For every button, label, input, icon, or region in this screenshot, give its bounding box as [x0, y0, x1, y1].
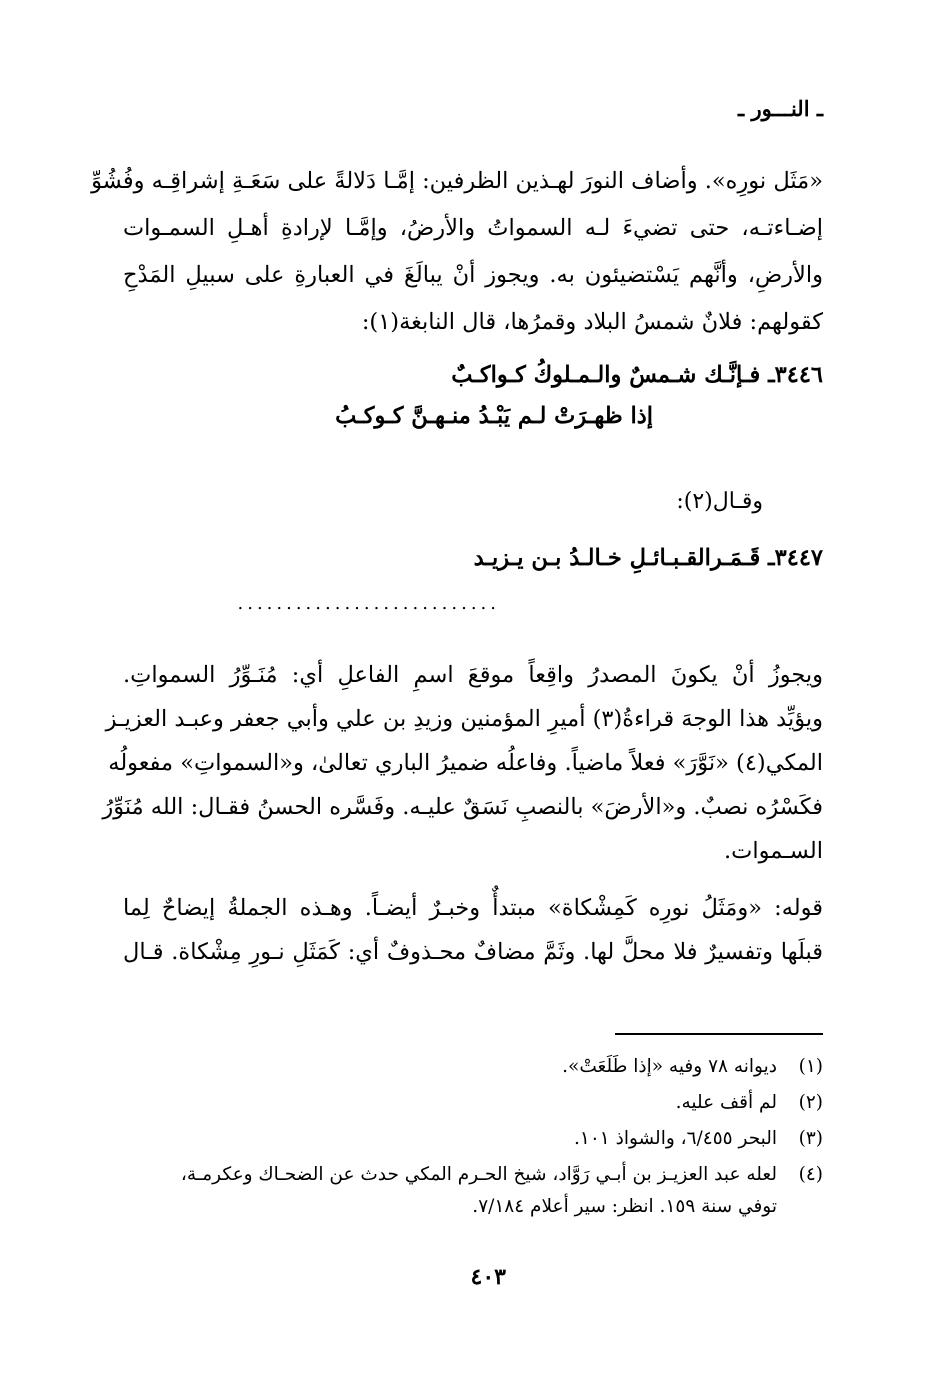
- footnote-3: [123, 1124, 823, 1154]
- paragraph-2: [102, 662, 823, 884]
- text-line: إضـاءتـه، حتى تضيءَ لـه السمواتُ والأرضُ، وإمَّـا لإرادةِ أهـلِ السمـوات: [123, 215, 823, 241]
- footnote-2: [123, 1088, 823, 1118]
- text-line: والأرضِ، وأنَّهم يَسْتضيئون به. ويجوز أنْ يبالَغَ في العبارةِ على سبيلِ المَدْحِ: [123, 262, 823, 288]
- text-line: قبلَها وتفسيرٌ فلا محلَّ لها. وثَمَّ مضافٌ محـذوفٌ أي: كَمَثَلِ نـورِ مِشْكاة. قـال: [123, 939, 823, 965]
- footnote-4-continuation: توفي سنة ١٥٩. انظر: سير أعلام ٧/١٨٤.: [472, 1196, 777, 1217]
- text-line: ويجوزُ أنْ يكونَ المصدرُ واقِعاً موقعَ اسمِ الفاعلِ أي: مُنَـوِّرُ السمواتِ.: [123, 662, 823, 688]
- paragraph-3: [123, 897, 823, 985]
- text-line: «مَثَل نورِه». وأضاف النورَ لهـذين الظرفين: إمَّـا دَلالةً على سَعَـةِ إشراقِـه وفُشُوِّ: [91, 168, 823, 194]
- footnote-text: لعله عبد العزيـز بن أبـي رَوَّاد، شيخ الحـرم المكي حدث عن الضحـاك وعكرمـة،: [180, 1164, 777, 1185]
- footnote-text: لم أقف عليه.: [675, 1092, 777, 1113]
- paragraph-1: [91, 168, 823, 358]
- running-header: ـ النـــور ـ: [738, 96, 823, 121]
- verse-intro: وقـال(٢):: [676, 489, 763, 514]
- footnote-number: (١): [798, 1056, 823, 1077]
- poem-3446-line-1: ٣٤٤٦ـ فـإنَّـك شـمسٌ والـمـلوكُ كـواكـبٌ: [451, 362, 823, 388]
- text-line: فكَسْرُه نصبٌ. و«الأرضَ» بالنصبِ نَسَقٌ عليـه. وفَسَّره الحسنُ فقـال: الله مُنَوِّرُ: [102, 794, 823, 820]
- footnote-number: (٣): [798, 1128, 823, 1149]
- footnote-number: (٢): [798, 1092, 823, 1113]
- footnote-1: [123, 1052, 823, 1082]
- footnote-number: (٤): [798, 1164, 823, 1185]
- text-line: المكي(٤) «نَوَّرَ» فعلاً ماضياً. وفاعلُه ضميرُ الباري تعالىٰ، و«السمواتِ» مفعولُه: [108, 750, 823, 776]
- footnote-text: البحر ٦/٤٥٥، والشواذ ١٠١.: [574, 1128, 777, 1149]
- footnote-text: ديوانه ٧٨ وفيه «إذا طَلَعَتْ».: [562, 1056, 777, 1077]
- text-line: ويؤيِّد هذا الوجهَ قراءةُ(٣) أميرِ المؤمنين وزيدِ بن علي وأبي جعفر وعبـد العزيـز: [105, 706, 823, 732]
- footnote-4: [123, 1160, 823, 1190]
- verse-ellipsis: ...........................: [237, 593, 500, 614]
- text-line: السـموات.: [724, 838, 823, 864]
- poem-3447-line-1: ٣٤٤٧ـ قَـمَـرالقـبـائـلِ خـالـدُ بـن يـزيـد: [473, 545, 823, 571]
- text-line: كقولهم: فلانٌ شمسُ البلاد وقمرُها، قال النابغة(١):: [361, 309, 823, 335]
- poem-3446-line-2: إذا ظهـرَتْ لـم يَبْـدُ منـهـنَّ كـوكـبُ: [335, 403, 653, 429]
- page-number: ٤٠٣: [470, 1264, 506, 1290]
- footnote-separator: [615, 1033, 823, 1035]
- text-line: قوله: «ومَثَلُ نورِه كَمِشْكاة» مبتدأٌ وخبـرٌ أيضـاً. وهـذه الجملةُ إيضاحٌ لِما: [123, 895, 823, 921]
